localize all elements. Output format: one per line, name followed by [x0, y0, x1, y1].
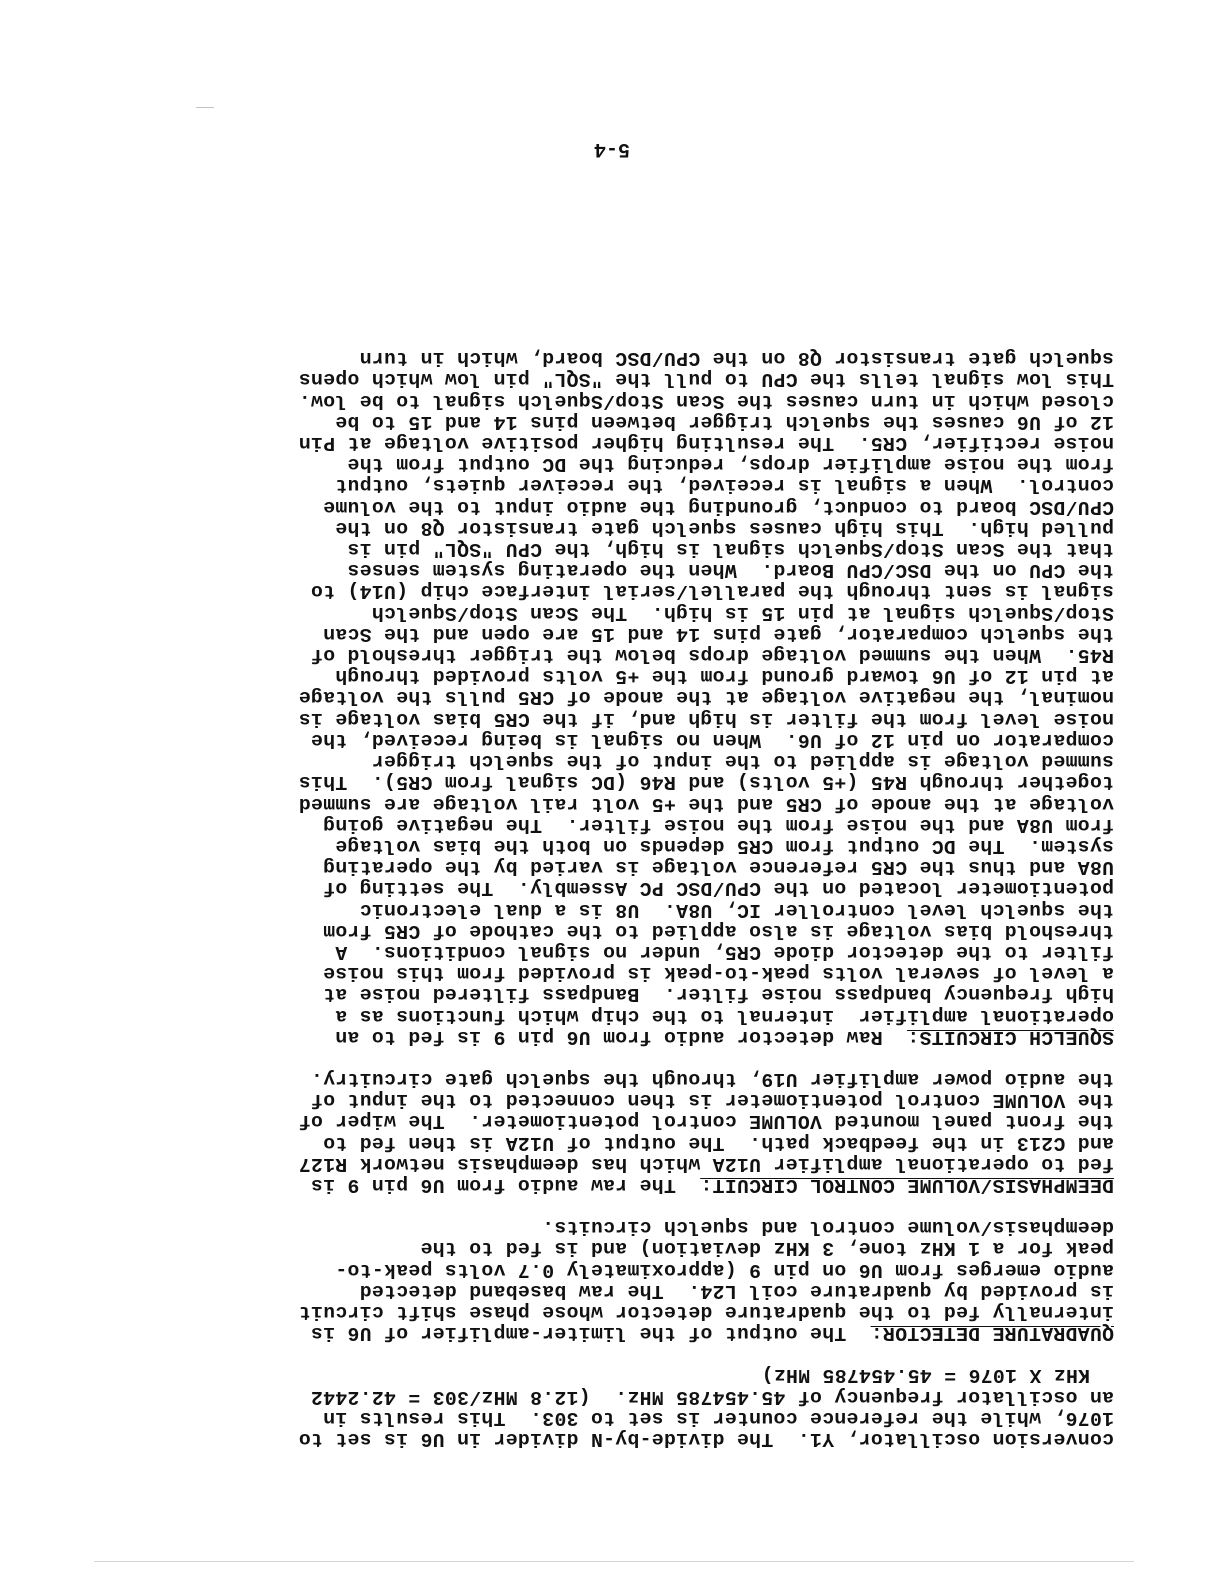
text-line: 12 of U6 causes the squelch trigger between pins 14 and 15 to be — [335, 410, 1114, 433]
paragraph-first-line — [104, 1026, 1114, 1047]
text-line-indented: KHz X 1076 = 45.454785 MHz) — [761, 1364, 1090, 1387]
text-line: the front panel mounted VOLUME control potentiometer. The wiper of — [298, 1110, 1114, 1133]
text-line: and C213 in the feedback path. The output of U12A is then fed to — [322, 1131, 1114, 1154]
text-line: filter to the detector diode CR5, under no signal conditions. A — [335, 940, 1114, 963]
section-heading: SQUELCH CIRCUITS: — [907, 1025, 1114, 1048]
paragraph-squelch-circuits — [104, 347, 1114, 1047]
text-line: nominal, the negative voltage at the anode of CR5 pulls the voltage — [298, 686, 1114, 709]
section-heading: DEEMPHASIS/VOLUME CONTROL CIRCUIT: — [700, 1173, 1114, 1196]
text-line: conversion oscillator, Y1. The divide-by-N divider in U6 is set to — [298, 1428, 1114, 1450]
text-line: Stop/Squelch signal at pin 15 is high. The Scan Stop/Squelch — [371, 601, 1114, 624]
text-line: an oscillator frequency of 45.454785 MHz. (12.8 MHz/303 = 42.2442 — [310, 1385, 1114, 1408]
text-line: the squelch level controller IC, U8A. U8 is a dual electronic — [359, 898, 1114, 921]
text-line: potentiometer located on the CPU/DSC PC Assembly. The setting of — [322, 877, 1114, 900]
paragraph-first-line — [104, 1322, 1114, 1343]
text-line: pulled high. This high causes squelch gate transistor Q8 on the — [335, 516, 1114, 539]
text-line: CPU/DSC board to conduct, grounding the audio input to the volume — [322, 495, 1114, 518]
text-line: internally fed to the quadrature detector whose phase shift circuit — [298, 1300, 1114, 1323]
text-line: U8A and thus the CR5 reference voltage is varied by the operating — [322, 856, 1114, 879]
scan-artifact-dot — [196, 107, 214, 108]
paragraph-intro — [104, 1364, 1114, 1449]
text-line: noise level from the filter is high and, if the CR5 bias voltage is — [298, 707, 1114, 730]
text-line: peak for a 1 KHz tone, 3 KHz deviation) and is fed to the — [420, 1237, 1114, 1260]
text-line: the CPU on the DSC/CPU Board. When the operating system senses — [347, 559, 1114, 582]
scan-artifact-line — [94, 1561, 1134, 1562]
text-line: 1076, while the reference counter is set to 303. This results in — [322, 1406, 1114, 1429]
text-line: signal is sent through the parallel/serial interface chip (U14) to — [310, 580, 1114, 603]
text-line: noise rectifier, CR5. The resulting higher positive voltage at Pin — [298, 432, 1114, 455]
text-line: voltage at the anode of CR5 and the +5 volt rail voltage are summed — [298, 792, 1114, 815]
paragraph-deemphasis-volume — [104, 1068, 1114, 1195]
text-line: the VOLUME control potentiometer is then connected to the input of — [310, 1089, 1114, 1112]
text-line: that the Scan Stop/Squelch signal is high, the CPU "SQL" pin is — [347, 538, 1114, 561]
text-line: R45. When the summed voltage drops below the trigger threshold of — [310, 644, 1114, 667]
text-line: a level of several volts peak-to-peak is provided from this noise — [322, 962, 1114, 985]
text-line: together through R45 (+5 volts) and R46 (DC signal from CR5). This — [298, 771, 1114, 794]
text-line: control. When a signal is received, the receiver quiets, output — [335, 474, 1114, 497]
text-line: fed to operational amplifier U12A which has deemphasis network R127 — [298, 1152, 1114, 1175]
paragraph-first-line — [104, 1174, 1114, 1195]
text-run: The output of the limiter-amplifier of U6 is — [310, 1322, 871, 1345]
text-line: This low signal tells the CPU to pull the "SQL" pin low which opens — [298, 368, 1114, 391]
text-line: deemphasis/volume control and squelch circuits. — [541, 1216, 1114, 1239]
text-line: closed which in turn causes the Scan Stop/Squelch signal to be low. — [298, 389, 1114, 412]
text-line: from U8A and the noise from the noise filter. The negative going — [322, 813, 1114, 836]
paragraph-quadrature-detector — [104, 1216, 1114, 1343]
text-line: operational amplifier internal to the chip which functions as a — [335, 1004, 1114, 1027]
document-body — [104, 326, 1114, 1449]
text-line: audio emerges from U6 on pin 9 (approximately 0.7 volts peak-to- — [335, 1258, 1114, 1281]
text-line: threshold bias voltage is also applied to the cathode of CR5 from — [322, 919, 1114, 942]
text-line: at pin 12 of U6 toward ground from the +5 volts provided through — [335, 665, 1114, 688]
text-line: is provided by quadrature coil L24. The raw baseband detected — [359, 1279, 1114, 1302]
text-line: from the noise amplifier drops, reducing the DC output from the — [347, 453, 1114, 476]
text-run: Raw detector audio from U6 pin 9 is fed to an — [335, 1025, 908, 1048]
page-number: 5-4 — [594, 137, 631, 160]
text-line: comparator on pin 12 of U6. When no signal is being received, the — [310, 728, 1114, 751]
text-line: the squelch comparator, gate pins 14 and 15 are open and the Scan — [322, 622, 1114, 645]
text-line: summed voltage is applied to the input of the squelch trigger — [371, 750, 1114, 773]
section-heading: QUADRATURE DETECTOR: — [870, 1322, 1114, 1345]
text-run: The raw audio from U6 pin 9 is — [310, 1173, 701, 1196]
text-line: the audio power amplifier U19, through the squelch gate circuitry. — [310, 1067, 1114, 1090]
text-line: squelch gate transistor Q8 on the CPU/DSC board, which in turn — [359, 347, 1114, 370]
text-line: system. The DC output from CR5 depends on both the bias voltage — [335, 834, 1114, 857]
text-line: high frequency bandpass noise filter. Bandpass filtered noise at — [322, 983, 1114, 1006]
